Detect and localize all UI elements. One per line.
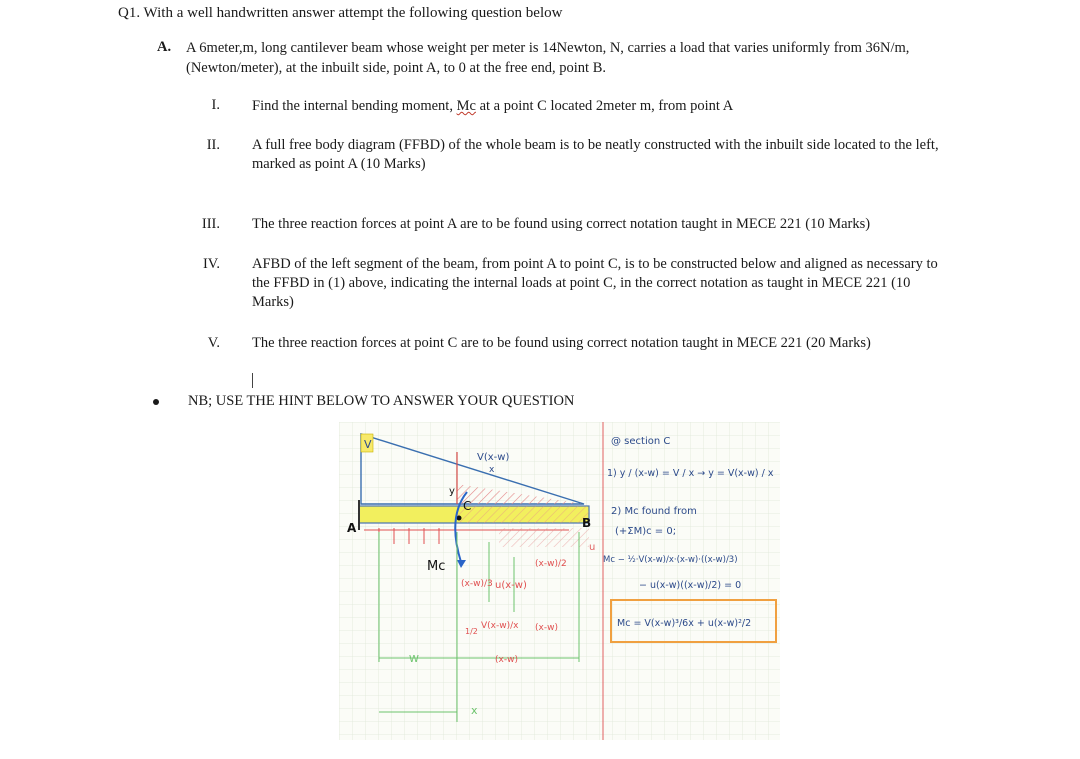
- label-x-denominator: x: [489, 465, 495, 475]
- label-v: V: [364, 438, 372, 451]
- label-a: A: [347, 521, 357, 535]
- item-text: The three reaction forces at point C are to be found using correct notation taught in MECE 221 (20 Marks): [252, 335, 871, 351]
- label-w: W: [409, 654, 419, 665]
- label-vxw: V(x-w): [477, 452, 510, 463]
- label-b: B: [582, 516, 592, 530]
- item-text: The three reaction forces at point A are to be found using correct notation taught in MECE 221 (10 Marks): [252, 216, 871, 232]
- part-label: A.: [157, 39, 172, 55]
- item-number: II.: [206, 137, 220, 153]
- note-result: Mc = V(x-w)³/6x + u(x-w)²/2: [617, 618, 752, 629]
- item-text: [252, 97, 952, 116]
- note-step2: 2) Mc found from: [611, 506, 697, 517]
- label-vx: V(x-w)/x: [481, 621, 519, 631]
- label-y: y: [449, 486, 455, 497]
- bullet-icon: [153, 399, 159, 405]
- item-number: I.: [211, 97, 220, 113]
- note-sum: (+ΣM)c = 0;: [615, 526, 677, 537]
- note-eq1: Mc − ½·V(x-w)/x·(x-w)·((x-w)/3): [603, 555, 738, 565]
- text-cursor: [252, 373, 253, 388]
- hint-diagram: [339, 422, 780, 740]
- label-xw-dim: (x-w): [495, 655, 518, 665]
- note-step1: 1) y / (x-w) = V / x → y = V(x-w) / x: [607, 468, 774, 479]
- label-mc: Mc: [427, 559, 446, 574]
- question-title: Q1. With a well handwritten answer attempt the following question below: [118, 5, 563, 21]
- spellcheck-word: Mc: [456, 98, 476, 114]
- label-xw2: (x-w)/2: [535, 559, 567, 569]
- label-x-bottom: x: [471, 704, 478, 717]
- item-text-part: at a point C located 2meter m, from point A: [475, 98, 734, 114]
- item-text: A full free body diagram (FFBD) of the whole beam is to be neatly constructed with the inbuilt side located to the left, marked as point A (10 Marks): [252, 137, 939, 172]
- label-half: 1/2: [465, 627, 478, 636]
- note-section: @ section C: [611, 436, 671, 447]
- item-number: V.: [207, 335, 220, 351]
- hint-note: NB; USE THE HINT BELOW TO ANSWER YOUR QUESTION: [188, 393, 575, 409]
- part-description: A 6meter,m, long cantilever beam whose weight per meter is 14Newton, N, carries a load that varies uniformly from 36N/m, (Newton/meter), at the inbuilt side, point A, to 0 at the free end, point B.: [186, 40, 910, 76]
- item-text-part: Find the internal bending moment,: [252, 98, 457, 114]
- note-eq2: − u(x-w)((x-w)/2) = 0: [639, 580, 742, 591]
- label-xw3: (x-w)/3: [461, 579, 493, 589]
- label-u: u: [589, 542, 596, 553]
- label-c: C: [463, 499, 472, 513]
- item-text: AFBD of the left segment of the beam, from point A to point C, is to be constructed below and aligned as necessary to the FFBD in (1) above, indicating the internal loads at point C, in the correct notation as taught in MECE 221 (10 Marks): [252, 256, 938, 310]
- item-number: III.: [201, 216, 220, 232]
- label-ux: u(x-w): [495, 580, 527, 591]
- item-number: IV.: [202, 256, 220, 272]
- label-xwx: (x-w): [535, 623, 558, 633]
